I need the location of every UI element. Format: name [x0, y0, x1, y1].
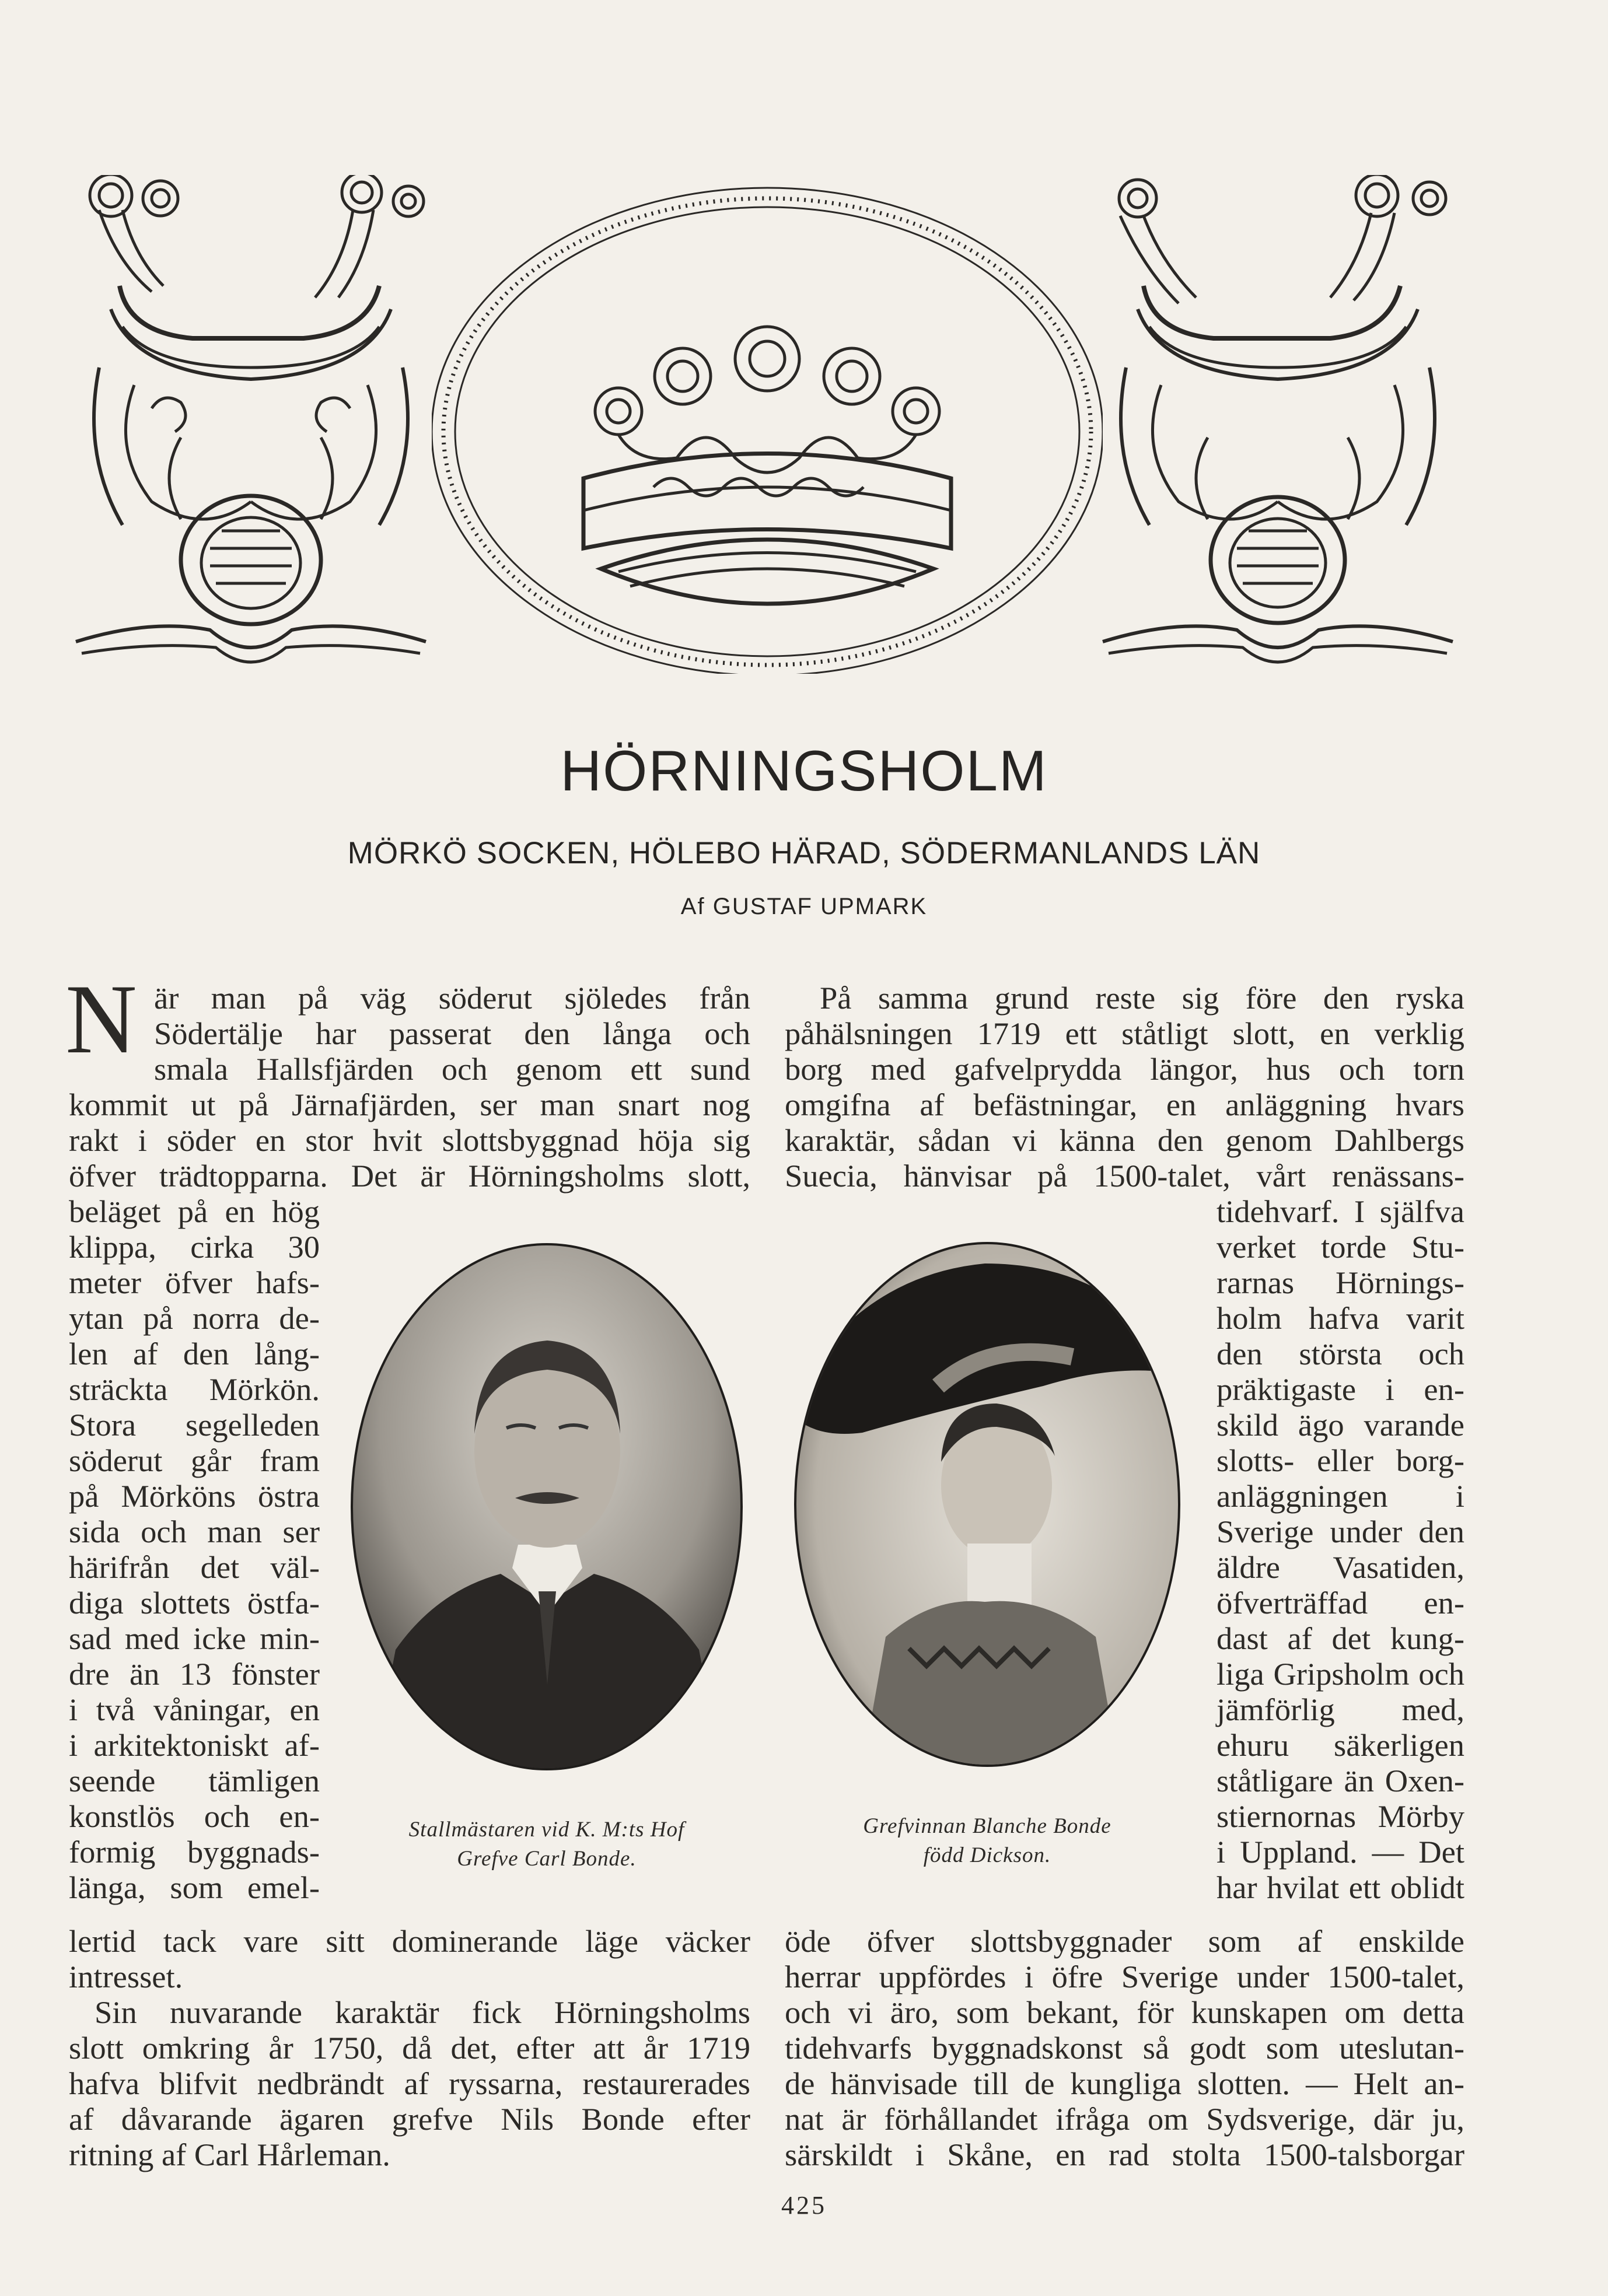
text-line: rakt i söder en stor hvit slottsbyggnad höja sig: [69, 1122, 750, 1158]
crown-icon: [583, 327, 951, 604]
caption-left-line2: Grefve Carl Bonde.: [457, 1847, 637, 1871]
text-line: rarnas Hörnings-: [1217, 1265, 1464, 1300]
text-line: hafva blifvit nedbrändt af ryssarna, restaurerades: [69, 2066, 750, 2101]
caption-right-line2: född Dickson.: [923, 1843, 1051, 1867]
text-line: ehuru säkerligen: [1217, 1727, 1464, 1763]
text-line: intresset.: [69, 1959, 183, 1994]
article-subtitle: MÖRKÖ SOCKEN, HÖLEBO HÄRAD, SÖDERMANLANDS LÄN: [347, 836, 1261, 870]
text-line: skild ägo varande: [1217, 1407, 1464, 1443]
author-prefix: Af: [680, 894, 705, 919]
text-line: länga, som emel-: [69, 1870, 320, 1905]
text-line: på Mörköns östra: [69, 1478, 320, 1514]
text-line: präktigaste i en-: [1217, 1371, 1464, 1407]
text-line: karaktär, sådan vi känna den genom Dahlbergs: [785, 1122, 1464, 1158]
text-line: Suecia, hänvisar på 1500-talet, vårt renässans-: [785, 1158, 1464, 1194]
text-line: jämförlig med,: [1217, 1692, 1464, 1727]
text-line: meter öfver hafs-: [69, 1265, 320, 1300]
text-line: slott omkring år 1750, då det, efter att år 1719: [69, 2030, 750, 2066]
text-line: i två våningar, en: [69, 1692, 320, 1727]
text-line: liga Gripsholm och: [1217, 1656, 1464, 1692]
text-line: sad med icke min-: [69, 1620, 320, 1656]
page-number: 425: [781, 2191, 827, 2220]
text-line: särskildt i Skåne, en rad stolta 1500-talsborgar: [785, 2137, 1464, 2172]
text-line: dre än 13 fönster: [69, 1656, 320, 1692]
caption-left-line1: Stallmästaren vid K. M:ts Hof: [408, 1818, 685, 1842]
text-line: konstlös och en-: [69, 1798, 320, 1834]
text-line: borg med gafvelprydda längor, hus och torn: [785, 1051, 1464, 1087]
caption-left: [349, 1815, 744, 1874]
caption-right: [792, 1812, 1182, 1870]
text-line: i arkitektoniskt af-: [69, 1727, 320, 1763]
drop-cap: N: [65, 964, 137, 1074]
text-line: dast af det kung-: [1217, 1620, 1464, 1656]
article-title: HÖRNINGSHOLM: [560, 738, 1048, 803]
text-line: sträckta Mörkön.: [69, 1371, 320, 1407]
text-line: påhälsningen 1719 ett ståtligt slott, en verklig: [785, 1016, 1464, 1051]
caption-right-line1: Grefvinnan Blanche Bonde: [863, 1814, 1111, 1838]
text-line: den största och: [1217, 1336, 1464, 1371]
text-line: holm hafva varit: [1217, 1300, 1464, 1336]
text-line: tidehvarf. I själfva: [1217, 1194, 1464, 1229]
text-line: Stora segelleden: [69, 1407, 320, 1443]
peacock-feather-icon: [315, 175, 424, 298]
text-line: sida och man ser: [69, 1514, 320, 1549]
text-line: anläggningen i: [1217, 1478, 1464, 1514]
text-line: ritning af Carl Hårleman.: [69, 2137, 390, 2172]
text-line: diga slottets östfa-: [69, 1585, 320, 1620]
text-line: ytan på norra de-: [69, 1300, 320, 1336]
text-line: verket torde Stu-: [1217, 1229, 1464, 1265]
text-line: nat är förhållandet ifråga om Sydsverige, där ju,: [785, 2101, 1464, 2137]
text-line: öfverträffad en-: [1217, 1585, 1464, 1620]
author-name: GUSTAF UPMARK: [712, 894, 928, 919]
text-line: ståtligare än Oxen-: [1217, 1763, 1464, 1798]
text-line: och vi äro, som bekant, för kunskapen om detta: [785, 1994, 1464, 2030]
text-line: Södertälje har passerat den långa och: [154, 1016, 750, 1051]
text-line: omgifna af befästningar, en anläggning hvars: [785, 1087, 1464, 1122]
peacock-feather-icon: [1119, 180, 1196, 303]
text-line: tidehvarfs byggnadskonst så godt som uteslutan-: [785, 2030, 1464, 2066]
text-line: i Uppland. — Det: [1217, 1834, 1464, 1870]
text-line: beläget på en hög: [69, 1194, 320, 1229]
text-line: seende tämligen: [69, 1763, 320, 1798]
portrait-count-carl-bonde: [349, 1241, 744, 1772]
text-line: öfver trädtopparna. Det är Hörningsholms slott,: [69, 1158, 750, 1194]
text-line: har hvilat ett oblidt: [1217, 1870, 1464, 1905]
portrait-countess-blanche-bonde: [792, 1240, 1182, 1769]
text-line: På samma grund reste sig före den ryska: [820, 980, 1464, 1016]
article-author: [0, 894, 1608, 920]
crown-in-oval-ornament: [432, 184, 1103, 674]
text-line: kommit ut på Järnafjärden, ser man snart nog: [69, 1087, 750, 1122]
text-line: söderut går fram: [69, 1443, 320, 1478]
text-line: lertid tack vare sitt dominerande läge väcker: [69, 1923, 750, 1959]
text-line: formig byggnads-: [69, 1834, 320, 1870]
text-line: slotts- eller borg-: [1217, 1443, 1464, 1478]
text-line: len af den lång-: [69, 1336, 320, 1371]
text-line: klippa, cirka 30: [69, 1229, 320, 1265]
text-line: öde öfver slottsbyggnader som af enskilde: [785, 1923, 1464, 1959]
helmet-wings-ornament-left: [64, 175, 438, 682]
text-line: äldre Vasatiden,: [1217, 1549, 1464, 1585]
text-line: herrar uppfördes i öfre Sverige under 1500-talet,: [785, 1959, 1464, 1994]
text-line: de hänvisade till de kungliga slotten. — Helt an-: [785, 2066, 1464, 2101]
text-line: af dåvarande ägaren grefve Nils Bonde efter: [69, 2101, 750, 2137]
text-line: smala Hallsfjärden och genom ett sund: [154, 1051, 750, 1087]
text-line: härifrån det väl-: [69, 1549, 320, 1585]
text-line: Sin nuvarande karaktär fick Hörningsholms: [95, 1994, 750, 2030]
peacock-feather-icon: [1330, 175, 1446, 300]
text-line: Sverige under den: [1217, 1514, 1464, 1549]
text-line: stiernornas Mörby: [1217, 1798, 1464, 1834]
peacock-feather-icon: [90, 175, 178, 292]
helmet-wings-ornament-right: [1097, 175, 1459, 682]
text-line: är man på väg söderut sjöledes från: [154, 980, 750, 1016]
